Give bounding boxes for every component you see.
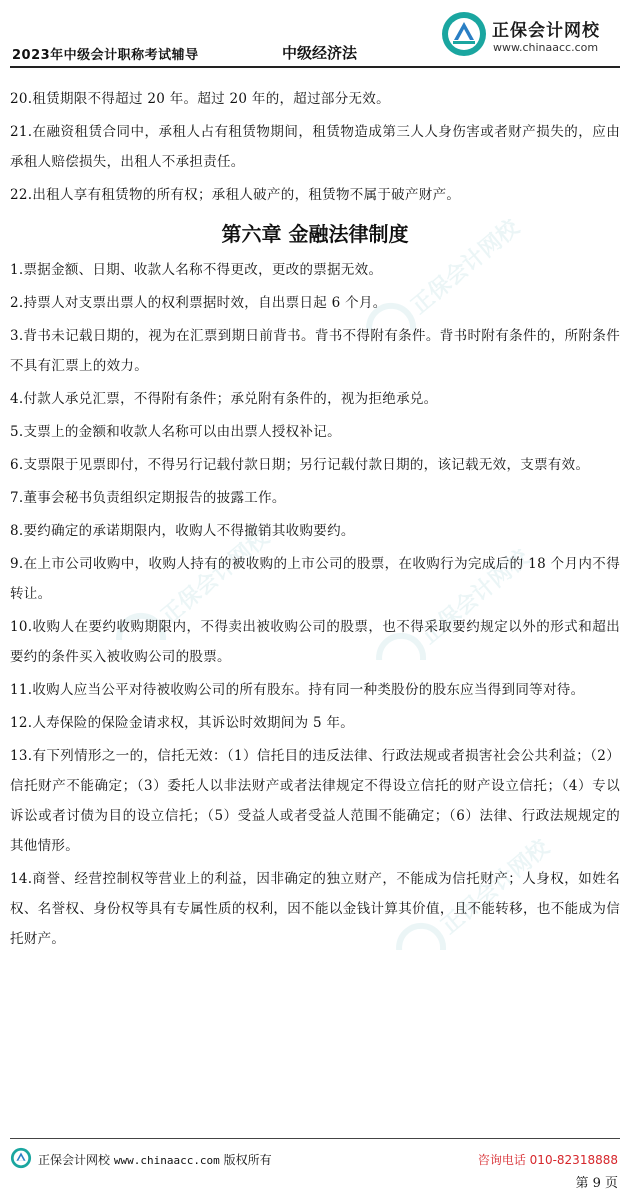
paragraph: 3.背书未记载日期的，视为在汇票到期日前背书。背书不得附有条件。背书时附有条件的，所附条件不具有汇票上的效力。 — [10, 328, 620, 374]
header-divider — [10, 66, 620, 68]
header-course-title: 2023年中级会计职称考试辅导 — [12, 48, 199, 63]
footer-divider — [10, 1138, 620, 1139]
document-body — [10, 84, 620, 957]
footer-brand: 正保会计网校 — [38, 1153, 111, 1167]
page-footer — [0, 1140, 630, 1200]
chapter-title: 第六章 金融法律制度 — [221, 222, 409, 246]
paragraph: 9.在上市公司收购中，收购人持有的被收购的上市公司的股票，在收购行为完成后的 18 个月内不得转让。 — [10, 556, 620, 602]
svg-text:正保会计网校: 正保会计网校 — [156, 525, 275, 630]
footer-hotline: 咨询电话 010-82318888 — [477, 1153, 618, 1167]
svg-text:正保会计网校: 正保会计网校 — [436, 835, 555, 940]
paragraph: 4.付款人承兑汇票，不得附有条件；承兑附有条件的，视为拒绝承兑。 — [10, 391, 438, 407]
paragraph: 20.租赁期限不得超过 20 年。超过 20 年的，超过部分无效。 — [10, 91, 390, 107]
paragraph: 5.支票上的金额和收款人名称可以由出票人授权补记。 — [10, 424, 341, 440]
paragraph: 22.出租人享有租赁物的所有权；承租人破产的，租赁物不属于破产财产。 — [10, 187, 461, 203]
logo-icon — [440, 10, 488, 58]
footer-logo-icon — [10, 1147, 32, 1169]
paragraph: 1.票据金额、日期、收款人名称不得更改，更改的票据无效。 — [10, 262, 383, 278]
paragraph: 12.人寿保险的保险金请求权，其诉讼时效期间为 5 年。 — [10, 715, 355, 731]
svg-text:正保会计网校: 正保会计网校 — [406, 215, 525, 320]
brand-logo[interactable] — [440, 8, 620, 60]
footer-url[interactable]: www.chinaacc.com — [113, 1154, 220, 1167]
header-subject: 中级经济法 — [282, 44, 358, 62]
paragraph: 11.收购人应当公平对待被收购公司的所有股东。持有同一种类股份的股东应当得到同等对待。 — [10, 682, 585, 698]
paragraph: 2.持票人对支票出票人的权利票据时效，自出票日起 6 个月。 — [10, 295, 387, 311]
logo-url: www.chinaacc.com — [493, 41, 599, 54]
paragraph: 7.董事会秘书负责组织定期报告的披露工作。 — [10, 490, 286, 506]
paragraph: 14.商誉、经营控制权等营业上的利益，因非确定的独立财产，不能成为信托财产；人身权，如姓名权、名誉权、身份权等具有专属性质的权利，因不能以金钱计算其价值，且不能转移，也不能成为信托财产。 — [10, 871, 620, 947]
paragraph: 6.支票限于见票即付，不得另行记载付款日期；另行记载付款日期的，该记载无效，支票有效。 — [10, 457, 590, 473]
paragraph: 8.要约确定的承诺期限内，收购人不得撤销其收购要约。 — [10, 523, 355, 539]
paragraph: 10.收购人在要约收购期限内，不得卖出被收购公司的股票，也不得采取要约规定以外的形式和超出要约的条件买入被收购公司的股票。 — [10, 619, 620, 665]
footer-copyright — [38, 1151, 272, 1168]
svg-text:正保会计网校: 正保会计网校 — [416, 545, 535, 650]
footer-rights: 版权所有 — [223, 1153, 272, 1167]
logo-brand-name: 正保会计网校 — [492, 21, 600, 41]
page-header — [0, 0, 630, 70]
page-number: 第 9 页 — [575, 1176, 618, 1191]
paragraph: 13.有下列情形之一的，信托无效：（1）信托目的违反法律、行政法规或者损害社会公共利益；（2）信托财产不能确定；（3）委托人以非法财产或者法律规定不得设立信托的财产设立信托；（4）专以诉讼或者讨债为目的设立信托；（5）受益人或者受益人范围不能确定；（6）法律、行政法规规定的其他情形。 — [10, 748, 620, 854]
paragraph: 21.在融资租赁合同中，承租人占有租赁物期间，租赁物造成第三人人身伤害或者财产损失的，应由承租人赔偿损失，出租人不承担责任。 — [10, 124, 620, 170]
